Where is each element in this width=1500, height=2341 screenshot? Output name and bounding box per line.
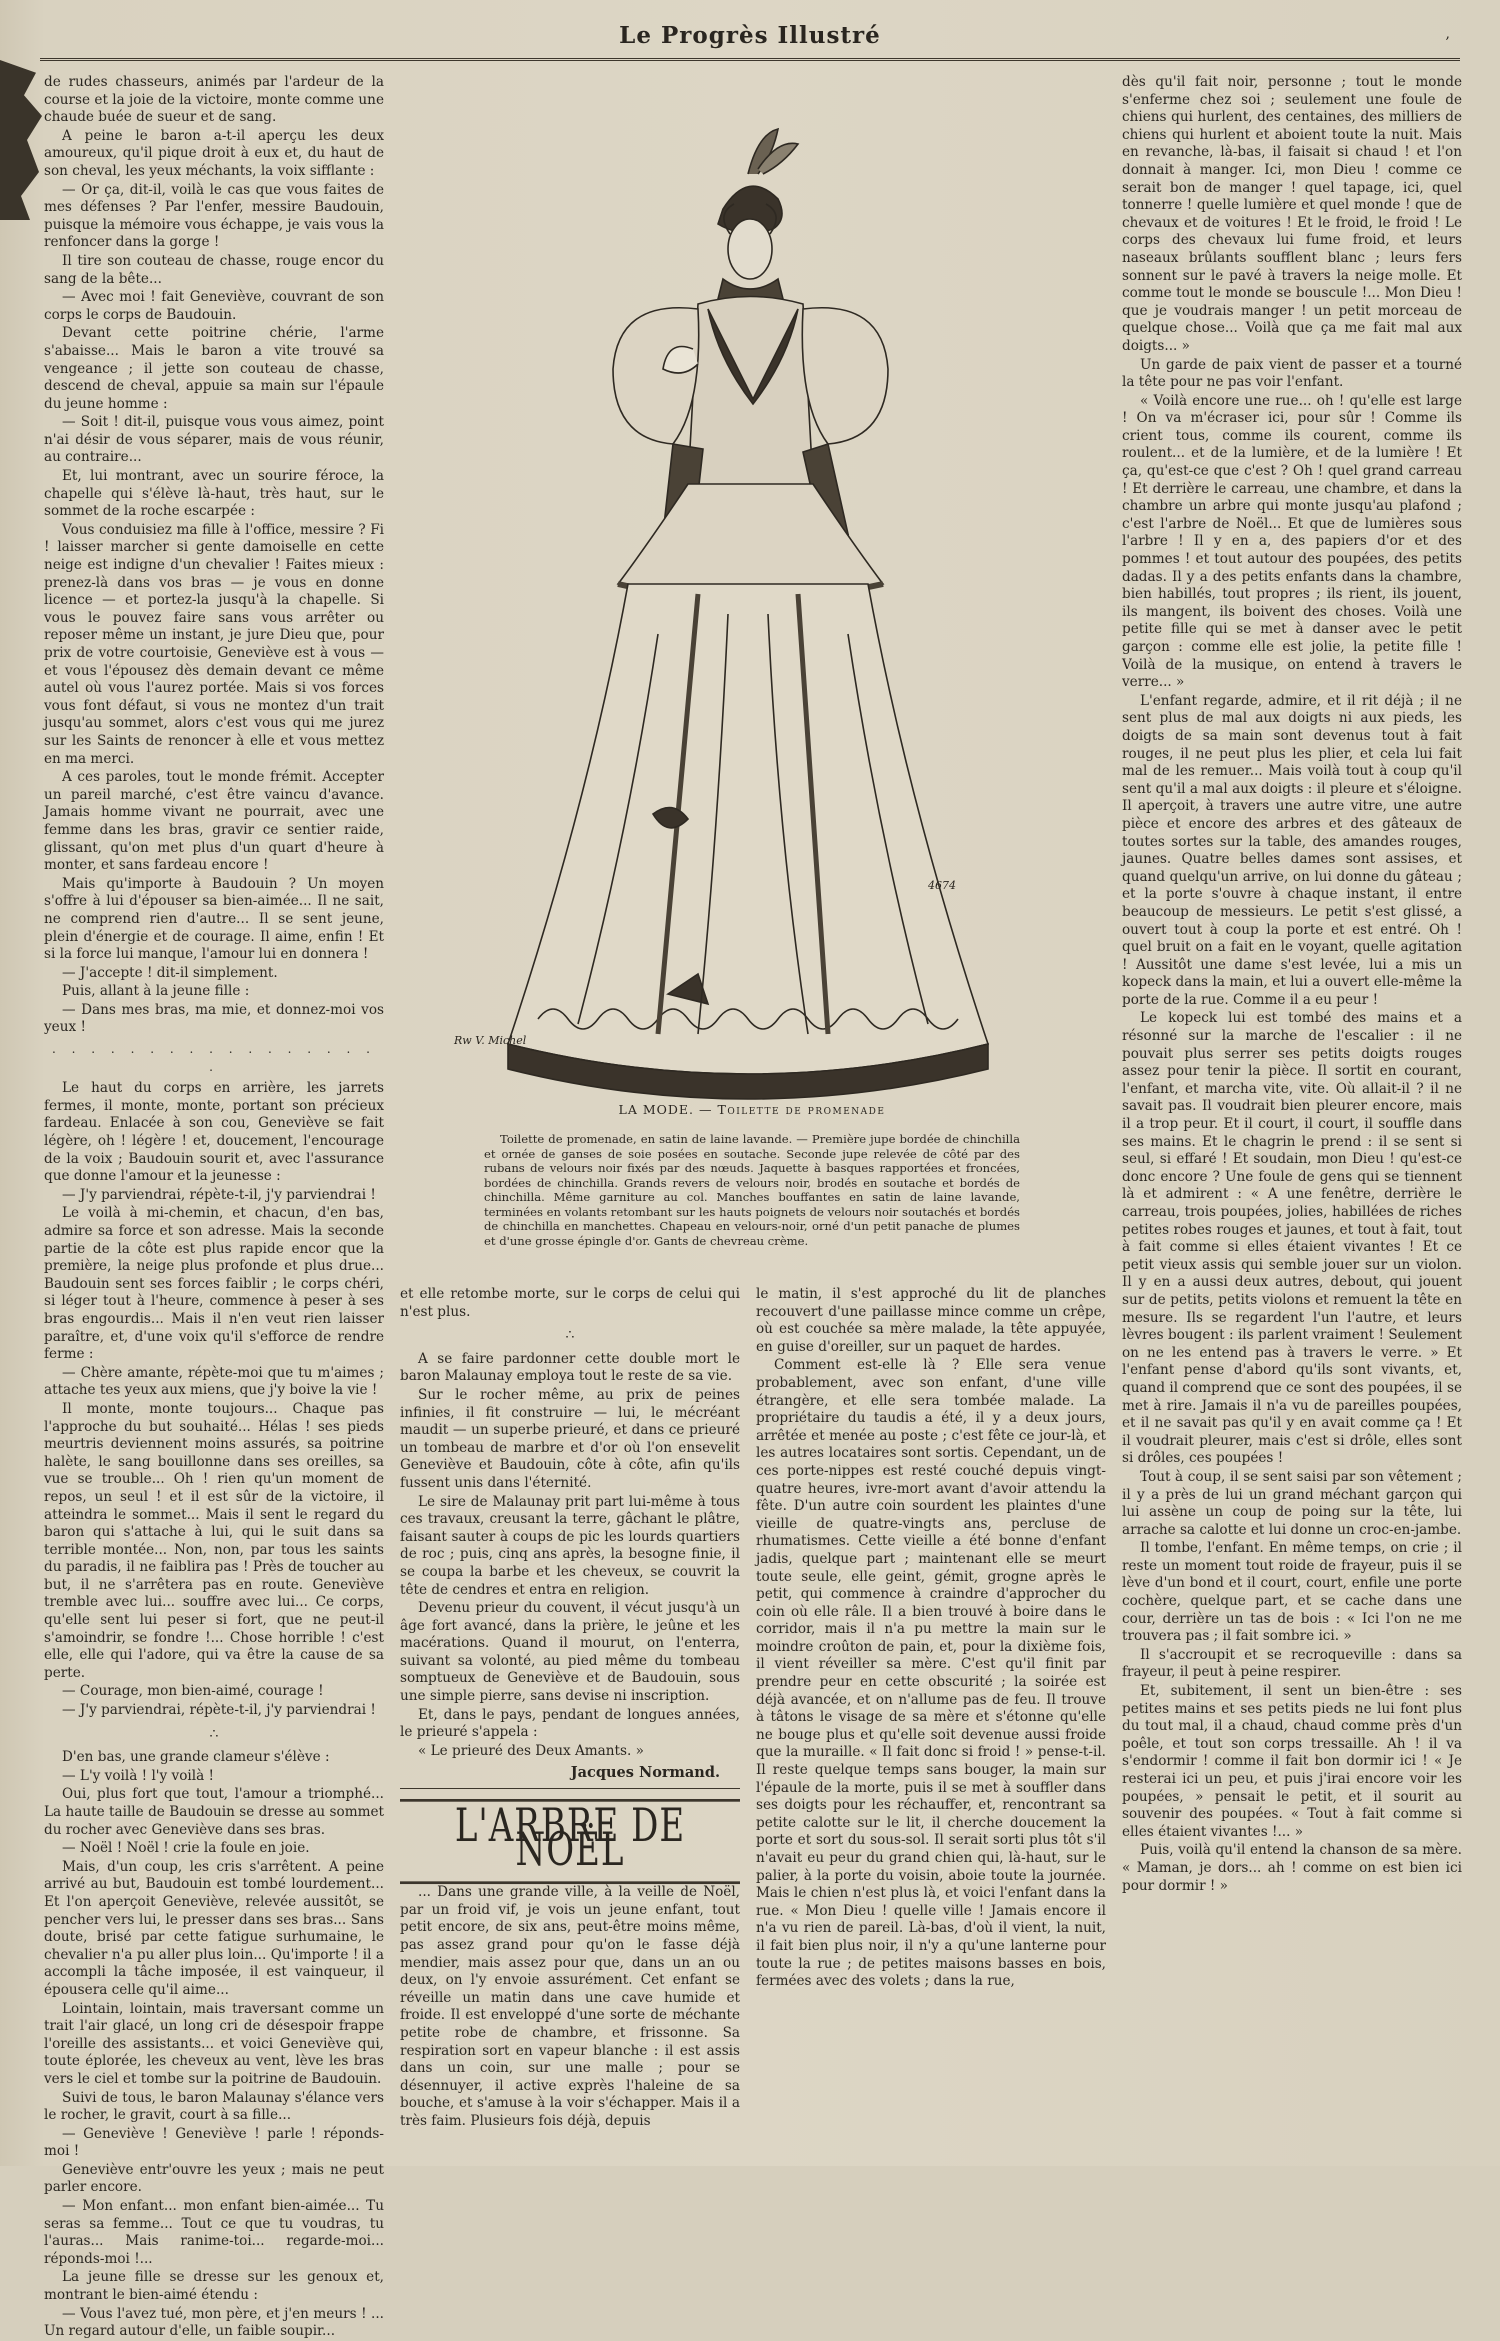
- paragraph: Il s'accroupit et se recroqueville : dans sa frayeur, il peut à peine respirer.: [1122, 1646, 1462, 1681]
- paragraph: — Soit ! dit-il, puisque vous vous aimez, point n'ai désir de vous séparer, mais de vous réunir, au contraire...: [44, 414, 384, 466]
- column-4: [1122, 74, 1462, 2154]
- paragraph: de rudes chasseurs, animés par l'ardeur de la course et la joie de la victoire, monte comme une chaude buée de sueur et de sang.: [44, 74, 384, 126]
- paragraph: Mais, d'un coup, les cris s'arrêtent. A peine arrivé au but, Baudouin est tombé lourdement... Et l'on aperçoit Geneviève, relevée aussitôt, se pencher vers lui, le presser dans ses bras... Sans doute, brisé par cette fatigue surhumaine, le chevalier n'a pu aller plus loin... Qu'importe ! il a accompli la tâche imposée, il est vainqueur, il épousera celle qu'il aime...: [44, 1858, 384, 1998]
- paragraph: — Vous l'avez tué, mon père, et j'en meurs ! ... Un regard autour d'elle, un faible soupir...: [44, 2305, 384, 2340]
- paragraph: Devenu prieur du couvent, il vécut jusqu'à un âge fort avancé, dans la prière, le jeûne et les macérations. Quand il mourut, on l'enterra, suivant sa volonté, au pied même du tombeau somptueux de Geneviève et de Baudouin, sous une simple pierre, sans devise ni inscription.: [400, 1600, 740, 1705]
- paragraph: — Geneviève ! Geneviève ! parle ! réponds-moi !: [44, 2125, 384, 2160]
- column-2: [400, 1286, 740, 2156]
- paragraph: dès qu'il fait noir, personne ; tout le monde s'enferme chez soi ; seulement une foule de chiens qui hurlent, des centaines, des milliers de chiens qui hurlent et aboient toute la nuit. Mais en revanche, là-bas, il faisait si chaud ! et l'on donnait à manger. Ici, mon Dieu ! comme ce serait bon de manger ! quel tapage, ici, quel tonnerre ! quelle lumière et quel monde ! que de chevaux et de voitures ! Et le froid, le froid ! Le corps des chevaux lui fume froid, et leurs naseaux brûlants soufflent blanc ; leurs fers sonnent sur le pavé à travers la neige molle. Et comme tout le monde se bouscule !... Mon Dieu ! que je voudrais manger ! un petit morceau de quelque chose... Voilà que ça me fait mal aux doigts... »: [1122, 74, 1462, 354]
- paragraph: — Mon enfant... mon enfant bien-aimée... Tu seras sa femme... Tout ce que tu voudras, tu l'auras... Mais ranime-toi... regarde-moi... réponds-moi !...: [44, 2198, 384, 2267]
- paragraph: — Dans mes bras, ma mie, et donnez-moi vos yeux !: [44, 1001, 384, 1036]
- paragraph: Il tombe, l'enfant. En même temps, on crie ; il reste un moment tout roide de frayeur, puis il se lève d'un bond et il court, court, enfile une porte cochère, quelque part, et se cache dans une cour, derrière un tas de bois : « Ici l'on ne me trouvera pas ; il fait sombre ici. »: [1122, 1540, 1462, 1645]
- figure-caption: [398, 1102, 1106, 1117]
- paragraph: — Chère amante, répète-moi que tu m'aimes ; attache tes yeux aux miens, que j'y boive la vie !: [44, 1364, 384, 1399]
- paragraph: Vous conduisiez ma fille à l'office, messire ? Fi ! laisser marcher si gente damoiselle en cette neige est indigne d'un chevalier ! Faites mieux : prenez-là dans vos bras — je vous en donne licence — et portez-la jusqu'à la chapelle. Si vous le pouvez faire sans vous arrêter ou reposer même un instant, je jure Dieu que, pour prix de votre courtoisie, Geneviève est à vous — et vous l'épousez dès demain devant ce même autel où vous l'aurez portée. Mais si vos forces vous font défaut, si vous ne montez d'un trait jusqu'au sommet, alors c'est vous qui me jurez sur les Saints de renoncer à elle et vous mettez en ma merci.: [44, 521, 384, 767]
- paragraph: « Voilà encore une rue... oh ! qu'elle est large ! On va m'écraser ici, pour sûr ! Comme ils crient tous, comme ils courent, comme ils roulent... et de la lumière, et de la lumière ! Et ça, qu'est-ce que c'est ? Oh ! quel grand carreau ! Et derrière le carreau, une chambre, et dans la chambre un arbre qui monte jusqu'au plafond ; c'est l'arbre de Noël... Et que de lumières sous l'arbre ! Il y en a, des papiers d'or et des pommes ! et tout autour des poupées, des petits dadas. Il y a des petits enfants dans la chambre, bien habillés, tout propres ; ils rient, ils jouent, ils mangent, ils boivent des choses. Voilà une petite fille qui se met à danser avec le petit garçon : comme elle est jolie, la petite fille ! Voilà de la musique, on entend à travers le verre... »: [1122, 392, 1462, 691]
- paragraph: D'en bas, une grande clameur s'élève :: [62, 1749, 330, 1766]
- paragraph: L'enfant regarde, admire, et il rit déjà ; il ne sent plus de mal aux doigts ni aux pieds, les doigts de sa main sont devenus tout à fait rouges, il ne peut plus les plier, et cela lui fait mal de les remuer... Mais voilà tout à coup qu'il sent qu'il a mal aux doigts : il pleure et s'éloigne. Il aperçoit, à travers une autre vitre, une autre pièce et encore des arbres et des gâteaux de toutes sortes sur la table, des amandes rouges, jaunes. Quatre belles dames sont assises, et quand quelqu'un arrive, on lui donne du gâteau ; et la porte s'ouvre à chaque instant, il entre beaucoup de messieurs. Le petit s'est glissé, a ouvert tout à coup la porte et est entré. Oh ! quel bruit on a fait en le voyant, quelle agitation ! Aussitôt une dame s'est levée, lui a mis un kopeck dans la main, et lui a ouvert elle-même la porte de la rue. Comme il a eu peur !: [1122, 692, 1462, 1008]
- paragraph: Puis, allant à la jeune fille :: [62, 983, 250, 1000]
- paragraph: Le kopeck lui est tombé des mains et a résonné sur la marche de l'escalier : il ne pouvait plus serrer ses petits doigts rouges assez pour tenir la pièce. Il sortit en courant, l'enfant, et marcha vite, vite. Où allait-il ? il ne savait pas. Il voudrait bien pleurer encore, mais il a trop peur. Et il court, il court, il souffle dans ses mains. Et le chagrin le prend : il se sent si seul, si effaré ! Et soudain, mon Dieu ! qu'est-ce donc encore ? Une foule de gens qui se tiennent là et admirent : « A une fenêtre, derrière le carreau, trois poupées, jolies, habillées de riches petites robes rouges et jaunes, et tout à fait, tout à fait comme si elles étaient vivantes ! Et ce petit vieux assis qui semble jouer sur un violon. Il y en a aussi deux autres, debout, qui jouent sur de petits, petits violons et remuent la tête en mesure. Ils se regardent l'un l'autre, et leurs lèvres bougent : ils parlent vraiment ! Seulement on ne les entend pas à travers le verre. » Et l'enfant pense d'abord qu'ils sont vivants, et, quand il comprend que ce sont des poupées, il se met à rire. Jamais il n'a vu de pareilles poupées, et il ne savait pas qu'il y en avait comme ça ! Et il voudrait pleurer, mais c'est si drôle, elles sont si drôles, ces poupées !: [1122, 1010, 1462, 1467]
- paragraph: Mais qu'importe à Baudouin ? Un moyen s'offre à lui d'épouser sa bien-aimée... Il ne sait, ne comprend rien d'autre... Il se sent jeune, plein d'énergie et de courage. Il aime, enfin ! Et si la force lui manque, l'amour lui en donnera !: [44, 875, 384, 963]
- paragraph: Suivi de tous, le baron Malaunay s'élance vers le rocher, le gravit, court à sa fille...: [44, 2089, 384, 2124]
- paragraph: Le voilà à mi-chemin, et chacun, d'en bas, admire sa force et son adresse. Mais la seconde partie de la côte est plus rapide encor que la première, la neige plus profonde et plus drue... Baudouin sent ses forces faiblir ; le corps chéri, si léger tout à l'heure, commence à peser à ses bras engourdis... Mais il n'en veut rien laisser paraître, et, d'une voix qu'il s'efforce de rendre ferme :: [44, 1205, 384, 1363]
- paragraph: Il monte, monte toujours... Chaque pas l'approche du but souhaité... Hélas ! ses pieds meurtris deviennent moins assurés, sa poitrine halète, le sang bouillonne dans ses oreilles, sa vue se trouble... Oh ! rien qu'un moment de repos, un seul ! et il est sûr de la victoire, il atteindra le sommet... Mais il sent le regard du baron qui s'attache à lui, qui le suit dans sa terrible montée... Non, non, par tous les saints du paradis, il ne faiblira pas ! Près de toucher au but, il ne s'arrêtera pas en route. Geneviève tremble avec lui... souffre avec lui... Ce corps, qu'elle sent lui peser si fort, que ne peut-il s'amoindrir, se fondre !... Chose horrible ! c'est elle, elle qui l'adore, qui va être la cause de sa perte.: [44, 1400, 384, 1681]
- paragraph: A se faire pardonner cette double mort le baron Malaunay employa tout le reste de sa vie.: [400, 1350, 740, 1385]
- figure-description: Toilette de promenade, en satin de laine lavande. — Première jupe bordée de chinchilla et ornée de ganses de soie posées en soutache. Seconde jupe relevée de côté par des rubans de velours noir fixés par des nœuds. Jaquette à basques rapportées et froncées, bordées de chinchilla. Grands revers de velours noir, brodés en soutache et bordés de chinchilla. Même garniture au col. Manches bouffantes en satin de laine lavande, terminées en volants retombant sur les hauts poignets de velours noir soutachés et bordés de chinchilla en manchettes. Chapeau en velours-noir, orné d'un petit panache de plumes et d'une grosse épingle d'or. Gants de chevreau crème.: [484, 1132, 1020, 1248]
- paragraph: — Courage, mon bien-aimé, courage !: [62, 1683, 324, 1700]
- paragraph: — Or ça, dit-il, voilà le cas que vous faites de mes défenses ? Par l'enfer, messire Baudouin, puisque la mémoire vous échappe, je vais vous la renfoncer dans la gorge !: [44, 181, 384, 251]
- paragraph: « Le prieuré des Deux Amants. »: [418, 1742, 644, 1759]
- separator-dots: . . . . . . . . . . . . . . . . . .: [52, 1042, 376, 1074]
- paragraph: A ces paroles, tout le monde frémit. Accepter un pareil marché, c'est être vaincu d'avance. Jamais homme vivant ne pourrait, avec une femme dans les bras, gravir ce sentier raide, glissant, qu'on met plus d'un quart d'heure à monter, et sans fardeau encore !: [44, 769, 384, 874]
- paragraph: Puis, voilà qu'il entend la chanson de sa mère. « Maman, je dors... ah ! comme on est bien ici pour dormir ! »: [1122, 1842, 1462, 1894]
- paragraph: — J'y parviendrai, répète-t-il, j'y parviendrai !: [62, 1702, 376, 1719]
- paragraph: Un garde de paix vient de passer et a tourné la tête pour ne pas voir l'enfant.: [1122, 356, 1462, 391]
- paragraph: Devant cette poitrine chérie, l'arme s'abaisse... Mais le baron a vite trouvé sa vengeance ; il jette son couteau de chasse, descend de cheval, appuie sa main sur l'épaule du jeune homme :: [44, 325, 384, 412]
- paragraph: La jeune fille se dresse sur les genoux et, montrant le bien-aimé étendu :: [44, 2269, 384, 2304]
- page-header: [40, 18, 1460, 61]
- paragraph: ... Dans une grande ville, à la veille de Noël, par un froid vif, je vois un jeune enfant, tout petit encore, de six ans, peut-être moins même, pas assez grand pour qu'on le fasse déjà mendier, mais assez pour que, dans un an ou deux, on l'y envoie assurément. Cet enfant se réveille un matin dans une cave humide et froide. Il est enveloppé d'une sorte de méchante petite robe de chambre, et frissonne. Sa respiration sort en vapeur blanche : il est assis dans un coin, sur une malle ; pour se désennuyer, il active exprès l'haleine de sa bouche, et s'amuse à la voir s'échapper. Mais il a très faim. Plusieurs fois déjà, depuis: [400, 1884, 740, 2129]
- story-title: L'ARBRE DE NOËL: [400, 1799, 740, 1884]
- separator-asterism: ∴: [209, 1725, 219, 1742]
- paragraph: Geneviève entr'ouvre les yeux ; mais ne peut parler encore.: [44, 2161, 384, 2196]
- paragraph: Le haut du corps en arrière, les jarrets fermes, il monte, monte, portant son précieux fardeau. Enlacée à son cou, Geneviève se fait légère, oh ! légère ! et, doucement, l'encourage de la voix ; Baudouin sourit et, avec l'assurance que donne l'amour et la jeunesse :: [44, 1080, 384, 1185]
- separator-asterism: ∴: [565, 1327, 575, 1344]
- paragraph: Tout à coup, il se sent saisi par son vêtement ; il y a près de lui un grand méchant garçon qui lui assène un coup de poing sur la tête, lui arrache sa calotte et lui donne un croc-en-jambe.: [1122, 1468, 1462, 1538]
- paragraph: — J'y parviendrai, répète-t-il, j'y parviendrai !: [62, 1186, 376, 1203]
- divider: [400, 1788, 740, 1789]
- woman-in-promenade-dress-image: [468, 114, 1028, 1134]
- caption-title: LA MODE. —: [618, 1102, 713, 1117]
- column-1: [44, 74, 384, 2340]
- author-signature: Jacques Normand.: [570, 1764, 720, 1782]
- paragraph: — J'accepte ! dit-il simplement.: [62, 964, 278, 981]
- artist-signature: Rw V. Michel: [454, 1034, 527, 1047]
- paragraph: — L'y voilà ! l'y voilà !: [62, 1767, 214, 1784]
- plate-number: 4674: [928, 879, 956, 892]
- paragraph: Et, dans le pays, pendant de longues années, le prieuré s'appela :: [400, 1706, 740, 1741]
- paragraph: Et, lui montrant, avec un sourire féroce, la chapelle qui s'élève là-haut, très haut, sur le sommet de la roche escarpée :: [44, 468, 384, 520]
- paragraph: Et, subitement, il sent un bien-être : ses petites mains et ses petits pieds ne lui font plus du tout mal, il a chaud, chaud comme près d'un poêle, et tout son corps tressaille. Ah ! il va s'endormir ! comme il fait bon dormir ici ! « Je resterai ici un peu, et puis j'irai encore voir les poupées, » pensait le petit, et il sourit au souvenir des poupées. « Tout à fait comme si elles étaient vivantes !... »: [1122, 1683, 1462, 1840]
- caption-subtitle: Toilette de promenade: [717, 1102, 886, 1117]
- paragraph: Il tire son couteau de chasse, rouge encor du sang de la bête...: [44, 252, 384, 287]
- paragraph: A peine le baron a-t-il aperçu les deux amoureux, qu'il pique droit à eux et, du haut de son cheval, les yeux méchants, la voix sifflante :: [44, 127, 384, 179]
- paragraph: Comment est-elle là ? Elle sera venue probablement, avec son enfant, d'une ville étrangère, et elle sera tombée malade. La propriétaire du taudis a été, il y a deux jours, arrêtée et menée au poste ; c'est fête ce jour-là, et les autres locataires sont sortis. Cependant, un de ces porte-nippes est resté couché depuis vingt-quatre heures, ivre-mort avant d'avoir attendu la fête. D'un autre coin sourdent les plaintes d'une vieille de quatre-vingts ans, percluse de rhumatismes. Cette vieille a été bonne d'enfant jadis, quelque part ; maintenant elle se meurt toute seule, elle geint, gémit, grogne après le petit, qui commence à craindre d'approcher du coin où elle râle. Il a bien trouvé à boire dans le corridor, mais il n'a pu mettre la main sur le moindre croûton de pain, et, pour la dixième fois, il vient réveiller sa mère. C'est qu'il finit par prendre peur en cette obscurité ; la soirée est déjà avancée, et on n'allume pas de feu. Il trouve à tâtons le visage de sa mère et s'étonne qu'elle ne bouge plus et qu'elle soit devenue aussi froide que la muraille. « Il fait donc si froid ! » pense-t-il. Il reste quelque temps sans bouger, la main sur l'épaule de la morte, puis il se met à souffler dans ses doigts pour les réchauffer, et, rencontrant sa petite calotte sur le lit, il cherche doucement la porte et sort du sous-sol. Il serait sorti plus tôt s'il n'avait eu peur du grand chien qui, là-haut, sur le palier, à la porte du voisin, aboie toute la journée. Mais le chien n'est plus là, et voici l'enfant dans la rue. « Mon Dieu ! quelle ville ! Jamais encore il n'a vu rien de pareil. Là-bas, d'où il vient, la nuit, il fait bien plus noir, il n'y a qu'une lanterne pour toute la rue ; de petites maisons basses en bois, fermées avec des volets ; dans la rue,: [756, 1357, 1106, 1990]
- page-title: Le Progrès Illustré: [619, 22, 881, 49]
- paragraph: Lointain, lointain, mais traversant comme un trait l'air glacé, un long cri de désespoir frappe l'oreille des assistants... et voici Geneviève qui, toute éplorée, les cheveux au vent, lève les bras vers le ciel et tombe sur la poitrine de Baudouin.: [44, 2000, 384, 2087]
- fashion-illustration: [398, 74, 1106, 1274]
- column-3: [756, 1286, 1106, 2156]
- paragraph: — Noël ! Noël ! crie la foule en joie.: [62, 1840, 310, 1857]
- paragraph: et elle retombe morte, sur le corps de celui qui n'est plus.: [400, 1286, 740, 1320]
- paragraph: le matin, il s'est approché du lit de planches recouvert d'une paillasse mince comme un crêpe, où est couchée sa mère malade, la tête appuyée, en guise d'oreiller, sur un paquet de hardes.: [756, 1286, 1106, 1355]
- header-mark: ,: [1445, 26, 1450, 42]
- paragraph: — Avec moi ! fait Geneviève, couvrant de son corps le corps de Baudouin.: [44, 289, 384, 323]
- paragraph: Oui, plus fort que tout, l'amour a triomphé... La haute taille de Baudouin se dresse au sommet du rocher avec Geneviève dans ses bras.: [44, 1786, 384, 1838]
- paragraph: Sur le rocher même, au prix de peines infinies, il fit construire — lui, le mécréant maudit — un superbe prieuré, et dans ce prieuré un tombeau de marbre et d'or où l'on ensevelit Geneviève et Baudouin, côte à côte, afin qu'ils fussent unis dans l'éternité.: [400, 1386, 740, 1491]
- paragraph: Le sire de Malaunay prit part lui-même à tous ces travaux, creusant la terre, gâchant le plâtre, faisant sauter à coups de pic les lourds quartiers de roc ; puis, cinq ans après, la besogne finie, il se coupa la barbe et les cheveux, se couvrit la tête de cendres et entra en religion.: [400, 1493, 740, 1598]
